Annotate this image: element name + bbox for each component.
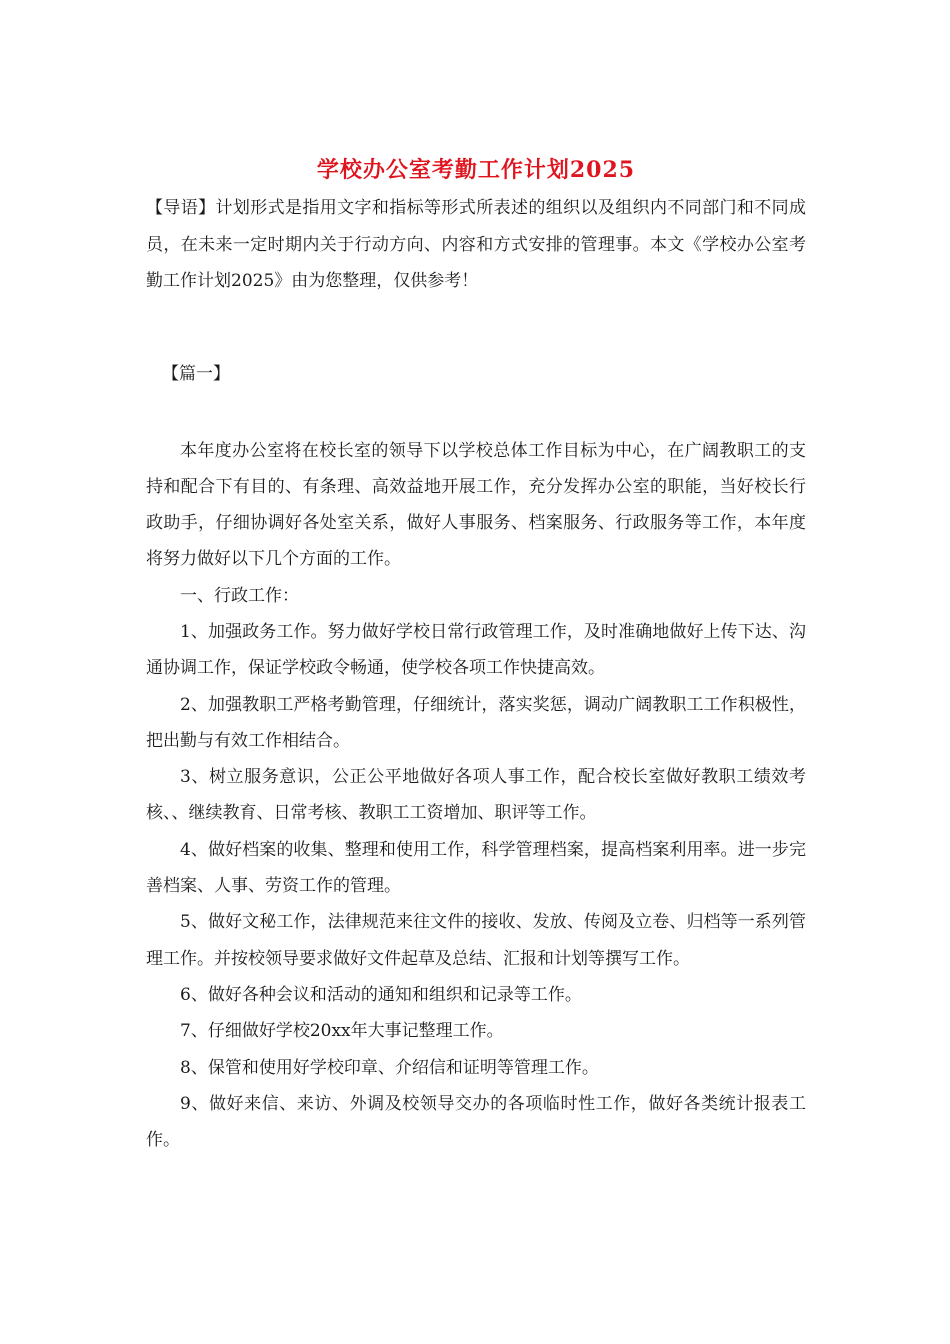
- list-item: 1、加强政务工作。努力做好学校日常行政管理工作，及时准确地做好上传下达、沟通协调工作，保证学校政令畅通，使学校各项工作快捷高效。: [146, 621, 806, 679]
- body-paragraph: 本年度办公室将在校长室的领导下以学校总体工作目标为中心，在广阔教职工的支持和配合下有目的、有条理、高效益地开展工作，充分发挥办公室的职能，当好校长行政助手，仔细协调好各处室关系，做好人事服务、档案服务、行政服务等工作，本年度将努力做好以下几个方面的工作。: [146, 440, 806, 570]
- subsection-heading: 一、行政工作：: [180, 585, 299, 606]
- section-heading: 【篇一】: [162, 363, 230, 384]
- list-item: 2、加强教职工严格考勤管理，仔细统计，落实奖惩，调动广阔教职工工作积极性，把出勤与有效工作相结合。: [146, 694, 806, 751]
- document-title: 学校办公室考勤工作计划2025: [316, 157, 636, 183]
- list-item: 5、做好文秘工作，法律规范来往文件的接收、发放、传阅及立卷、归档等一系列管理工作。并按校领导要求做好文件起草及总结、汇报和计划等撰写工作。: [146, 912, 806, 969]
- list-item: 7、仔细做好学校20xx年大事记整理工作。: [180, 1021, 504, 1042]
- list-item: 9、做好来信、来访、外调及校领导交办的各项临时性工作，做好各类统计报表工作。: [146, 1093, 806, 1151]
- list-item: 8、保管和使用好学校印章、介绍信和证明等管理工作。: [180, 1057, 599, 1078]
- list-item: 4、做好档案的收集、整理和使用工作，科学管理档案，提高档案利用率。进一步完善档案、人事、劳资工作的管理。: [146, 839, 806, 897]
- list-item: 6、做好各种会议和活动的通知和组织和记录等工作。: [180, 984, 582, 1005]
- document-content: [146, 150, 806, 1158]
- body-paragraphs: [146, 433, 806, 1159]
- list-item: 3、树立服务意识，公正公平地做好各项人事工作，配合校长室做好教职工绩效考核、、继续教育、日常考核、教职工工资增加、职评等工作。: [146, 767, 806, 824]
- intro-paragraph: 【导语】计划形式是指用文字和指标等形式所表述的组织以及组织内不同部门和不同成员，在未来一定时期内关于行动方向、内容和方式安排的管理事。本文《学校办公室考勤工作计划2025》由为您整理，仅供参考！: [146, 198, 806, 291]
